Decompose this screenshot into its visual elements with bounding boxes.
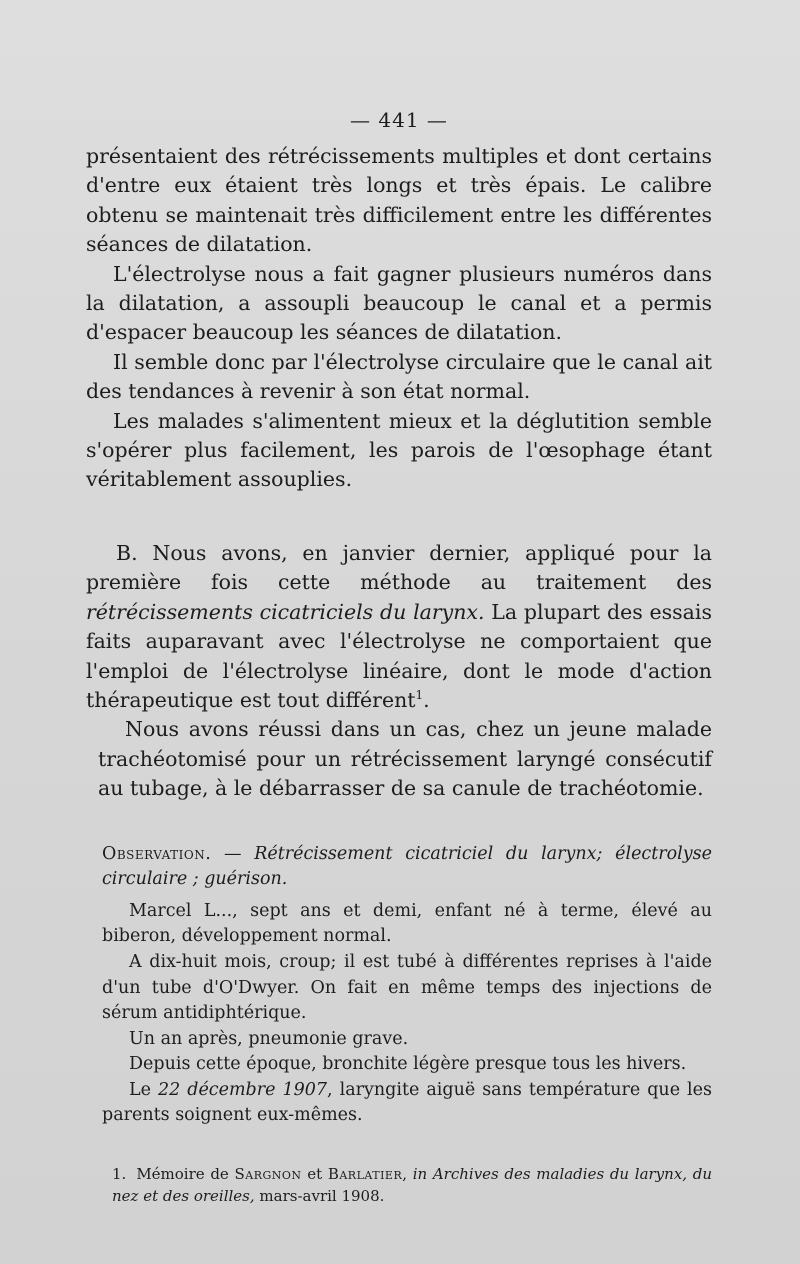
footnote-in-archives: in Archives des maladies du larynx, du nez et des oreilles,	[112, 1165, 712, 1206]
section-b-intro: B. Nous avons, en janvier dernier, appliqué pour la première fois cette méthode au traitement des	[86, 540, 712, 595]
observation-last-prefix: Le	[129, 1079, 151, 1100]
paragraph-malades: Les malades s'alimentent mieux et la déglutition semble s'opérer plus facilement, les parois de l'œsophage étant véritablement assouplies.	[86, 408, 712, 492]
observation-line: A dix-huit mois, croup; il est tubé à différentes reprises à l'aide d'un tube d'O'Dwyer. On fait en même temps des injections de sérum antidiphtérique.	[102, 951, 712, 1024]
observation-heading	[102, 842, 712, 893]
observation-line-date	[102, 1078, 712, 1129]
section-b-paragraph-1	[86, 539, 712, 715]
observation-date: 22 décembre 1907	[157, 1079, 328, 1100]
footnote-author-1: Sargnon	[234, 1165, 302, 1184]
paragraph-electrolyse: L'électrolyse nous a fait gagner plusieurs numéros dans la dilatation, a assoupli beaucoup le canal et a permis d'espacer beaucoup les séances de dilatation.	[86, 261, 712, 345]
page-content	[86, 108, 712, 1207]
footnote-date: mars-avril 1908.	[259, 1187, 385, 1206]
observation-label: Observation.	[102, 843, 212, 864]
observation-line: Marcel L..., sept ans et demi, enfant né à terme, élevé au biberon, développement normal.	[102, 900, 712, 947]
observation-block	[86, 842, 712, 1130]
observation-line: Un an après, pneumonie grave.	[129, 1028, 409, 1049]
footnote-author-2: Barlatier	[327, 1165, 403, 1184]
body-text	[86, 142, 712, 804]
section-b	[86, 539, 712, 804]
section-b-end-mark: .	[423, 687, 430, 712]
footnote-number: 1.	[112, 1165, 127, 1184]
section-b-paragraph-2: Nous avons réussi dans un cas, chez un jeune malade trachéotomisé pour un rétrécissement laryngé consécutif au tubage, à le débarrasser de sa canule de trachéotomie.	[98, 717, 712, 801]
section-b-rest: La plupart des essais faits auparavant avec l'électrolyse ne comportaient que l'emploi de l'électrolyse linéaire, dont le mode d'action thérapeutique est tout différent	[86, 599, 712, 712]
footnote-sep: ,	[402, 1165, 408, 1184]
observation-dash: —	[211, 843, 255, 864]
footnote-text	[112, 1163, 712, 1207]
observation-last-rest: , laryngite aiguë sans température que les parents soignent eux-mêmes.	[102, 1079, 712, 1126]
paragraph-continued: présentaient des rétrécissements multiples et dont certains d'entre eux étaient très longs et très épais. Le calibre obtenu se maintenait très difficilement entre les différentes séances de dilatation.	[86, 144, 712, 257]
paragraph-circulaire: Il semble donc par l'électrolyse circulaire que le canal ait des tendances à revenir à son état normal.	[86, 349, 712, 404]
footnote-text-a: Mémoire de	[136, 1165, 229, 1184]
observation-line: Depuis cette époque, bronchite légère presque tous les hivers.	[129, 1054, 687, 1075]
footnote-and: et	[307, 1165, 323, 1184]
footnote-reference: 1	[415, 688, 424, 703]
footnote	[86, 1163, 712, 1207]
observation-title: Rétrécissement cicatriciel du larynx; électrolyse circulaire ; guérison.	[102, 843, 712, 890]
section-b-italic-term: rétrécissements cicatriciels du larynx.	[86, 599, 485, 624]
page-number: — 441 —	[350, 108, 448, 132]
